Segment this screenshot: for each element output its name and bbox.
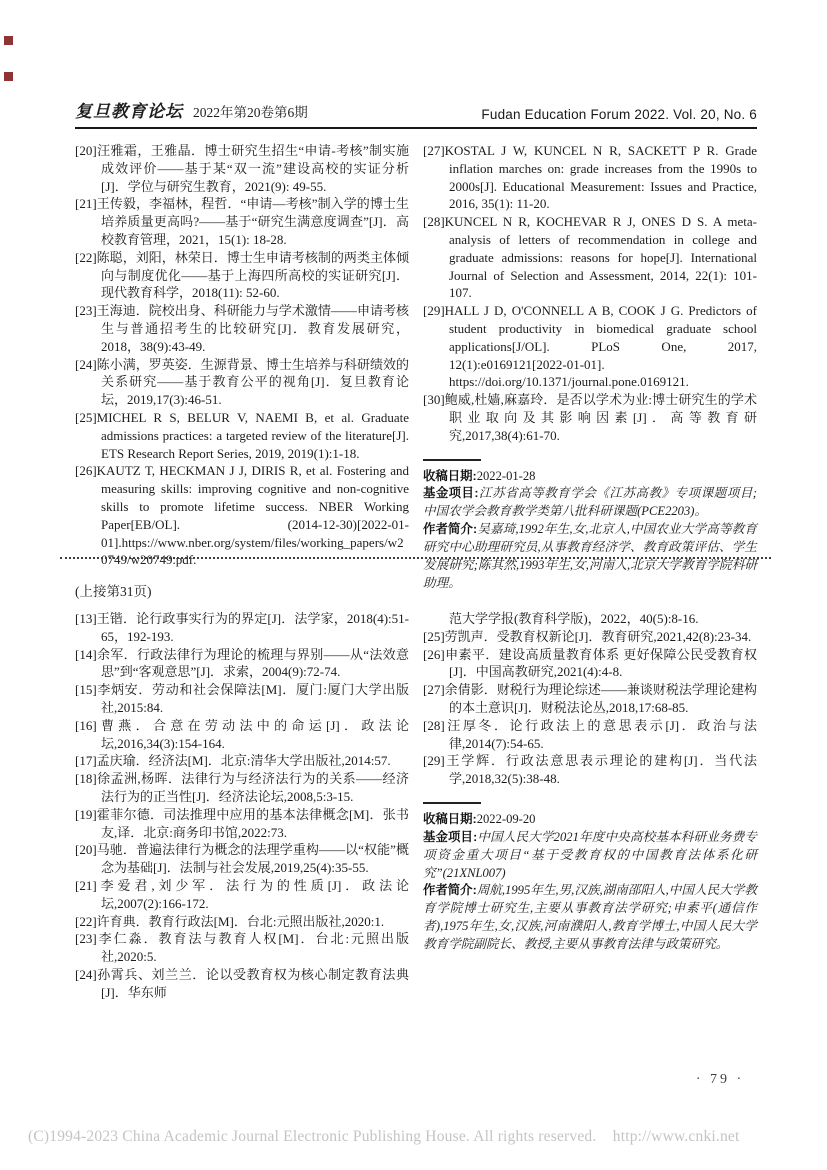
journal-title-cn-group [75,97,308,122]
reference-item: [27]KOSTAL J W, KUNCEL N R, SACKETT P R. Grade inflation marches on: grade increases from the 1990s to 2000s[J]. Educational Measurement: Issues and Practice, 2016, 35(1): 11-20. [423,143,757,212]
author-bio-line [423,882,757,954]
reference-item: [22]陈聪，刘阳，林荣日．博士生申请考核制的两类主体倾向与制度优化——基于上海四所高校的实证研究[J]．现代教育科学，2018(11): 52-60. [75,249,409,301]
fund-project-line [423,485,757,521]
reference-item: [26]申素平．建设高质量教育体系 更好保障公民受教育权[J]．中国高教研究,2021(4):4-8. [423,646,757,680]
received-date-value: 2022-09-20 [476,811,536,826]
received-date-label: 收稿日期: [423,468,477,483]
reference-item: [26]KAUTZ T, HECKMAN J J, DIRIS R, et al. Fostering and measuring skills: improving cognitive and non-cognitive skills to promote lifetime success. NBER Working Paper[EB/OL]. (2014-12-30)[2022-01-01].https://www.nber.org/system/files/working_papers/w20749/w20749.pdf. [75,463,409,568]
header-rule [75,127,757,129]
reference-item: [21]李爱君,刘少军．法行为的性质[J]．政法论坛,2007(2):166-172. [75,877,409,911]
fund-project-line [423,829,757,883]
received-date-label: 收稿日期: [423,811,477,826]
edge-stamp-mark [4,72,13,81]
reference-item: [15]李炳安．劳动和社会保障法[M]．厦门:厦门大学出版社,2015:84. [75,682,409,715]
reference-item: [23]李仁淼．教育法与教育人权[M]．台北:元照出版社,2020:5. [75,931,409,965]
references-column-right [423,142,757,593]
reference-list-right [423,142,757,445]
reference-item: [14]余军．行政法律行为理论的梳理与界别——从“法效意思”到“客观意思”[J]．求索，2004(9):72-74. [75,646,409,680]
fund-project-value: 中国人民大学2021年度中央高校基本科研业务费专项资金重大项目“基于受教育权的中国教育法体系化研究”(21XNL007) [423,829,757,880]
references-section-2 [75,610,757,1002]
journal-title-en: Fudan Education Forum 2022. Vol. 20, No. 6 [481,107,757,122]
continuation-note: (上接第31页) [75,584,152,599]
reference-item: [16]曹燕．合意在劳动法中的命运[J]．政法论坛,2016,34(3):154-164. [75,717,409,751]
reference-item: [18]徐孟洲,杨晖．法律行为与经济法行为的关系——经济法行为的正当性[J]．经济法论坛,2008,5:3-15. [75,771,409,804]
article-meta-block-1 [423,459,757,593]
author-bio-label: 作者简介: [423,522,478,537]
reference-item: [17]孟庆瑜．经济法[M]．北京:清华大学出版社,2014:57. [75,753,391,769]
reference-item: [27]余倩影．财税行为理论综述——兼谈财税法学理论建构的本土意识[J]．财税法论丛,2018,17:68-85. [423,682,757,715]
reference-item: [24]陈小满，罗英姿．生源背景、博士生培养与科研绩效的关系研究——基于教育公平的视角[J]．复旦教育论坛，2019,17(3):46-51. [75,356,409,408]
reference-item: [28]汪厚冬．论行政法上的意思表示[J]．政治与法律,2014(7):54-65. [423,717,757,751]
reference-item: [30]鲍威,杜嫱,麻嘉玲．是否以学术为业:博士研究生的学术职业取向及其影响因素[J]．高等教育研究,2017,38(4):61-70. [423,392,757,443]
reference-item: [21]王传毅，李福林，程哲．“申请—考核”制入学的博士生培养质量更高吗?——基于“研究生满意度调查”[J]．高校教育管理，2021，15(1): 18-28. [75,196,409,247]
reference-list-left [75,610,409,1002]
reference-item: [20]马驰．普遍法律行为概念的法理学重构——以“权能”概念为基础[J]．法制与社会发展,2019,25(4):35-55. [75,842,409,876]
dotted-divider [60,557,771,559]
copyright-footer: (C)1994-2023 China Academic Journal Electronic Publishing House. All rights reserved. http://www.cnki.net [28,1128,740,1145]
journal-title-cn: 复旦教育论坛 [75,102,183,121]
author-bio-value: 周航,1995年生,男,汉族,湖南邵阳人,中国人民大学教育学院博士研究生,主要从事教育法学研究;申素平(通信作者),1975年生,女,汉族,河南濮阳人,教育学博士,中国人民大学教育学院副院长、教授,主要从事教育法律与政策研究。 [423,883,757,952]
journal-issue-cn: 2022年第20卷第6期 [193,105,308,120]
author-bio-value: 吴嘉琦,1992年生,女,北京人,中国农业大学高等教育研究中心助理研究员,从事教育经济学、教育政策评估、学生发展研究;陈其然,1993年生,女,河南人,北京大学教育学院科研助理。 [423,522,757,590]
received-date-value: 2022-01-28 [476,468,536,483]
reference-item: [25]劳凯声．受教育权新论[J]．教育研究,2021,42(8):23-34. [423,628,752,644]
received-date-line [423,811,757,829]
fund-project-label: 基金项目: [423,486,479,501]
reference-item: [20]汪雅霜，王雅晶．博士研究生招生“申请-考核”制实施成效评价——基于某“双一流”建设高校的实证分析[J]．学位与研究生教育，2021(9): 49-55. [75,143,409,194]
fund-project-value: 江苏省高等教育学会《江苏高教》专项课题项目;中国农学会教育教学类第八批科研课题(PCE2203)。 [423,486,757,519]
article-meta-block-2 [423,802,757,954]
reference-continuation: 范大学学报(教育科学版)，2022，40(5):8-16. [449,611,699,626]
reference-list-left [75,142,409,569]
references-column-left [75,610,409,1002]
reference-item: [22]许育典．教育行政法[M]．台北:元照出版社,2020:1. [75,913,385,929]
fund-project-label: 基金项目: [423,829,478,844]
reference-item: [29]HALL J D, O'CONNELL A B, COOK J G. Predictors of student productivity in biomedical graduate school applications[J/OL]. PLoS One, 2017, 12(1):e0169121[2022-01-01]. https://doi.org/10.1371/journal.pone.0169121. [423,303,757,390]
reference-item: [19]霍菲尔德．司法推理中应用的基本法律概念[M]．张书友,译．北京:商务印书馆,2022:73. [75,806,409,840]
page-header [75,100,757,124]
edge-stamp-mark [4,36,13,45]
reference-item: [29]王学辉．行政法意思表示理论的建构[J]．当代法学,2018,32(5):38-48. [423,753,757,787]
references-column-left [75,142,409,593]
meta-rule [423,802,481,804]
received-date-line [423,468,757,486]
reference-item: [24]孙霄兵、刘兰兰．论以受教育权为核心制定教育法典[J]．华东师 [75,966,409,1000]
references-column-right [423,610,757,1002]
page-number: · 79 · [695,1072,745,1087]
reference-list-right [423,628,757,788]
reference-item: [25]MICHEL R S, BELUR V, NAEMI B, et al. Graduate admissions practices: a targeted review of the literature[J]. ETS Research Report Series, 2019, 2019(1):1-18. [75,409,409,461]
author-bio-label: 作者简介: [423,883,477,898]
references-section-1 [75,142,757,593]
reference-item: [13]王锴．论行政事实行为的界定[J]．法学家，2018(4):51-65，192-193. [75,611,409,644]
reference-item: [23]王海迪．院校出身、科研能力与学术激情——申请考核生与普通招考生的比较研究[J]．教育发展研究，2018，38(9):43-49. [75,303,409,354]
reference-item: [28]KUNCEL N R, KOCHEVAR R J, ONES D S. A meta-analysis of letters of recommendation in college and graduate admissions: reasons for hope[J]. International Journal of Selection and Assessment, 2014, 22(1): 101-107. [423,214,757,301]
meta-rule [423,459,481,461]
